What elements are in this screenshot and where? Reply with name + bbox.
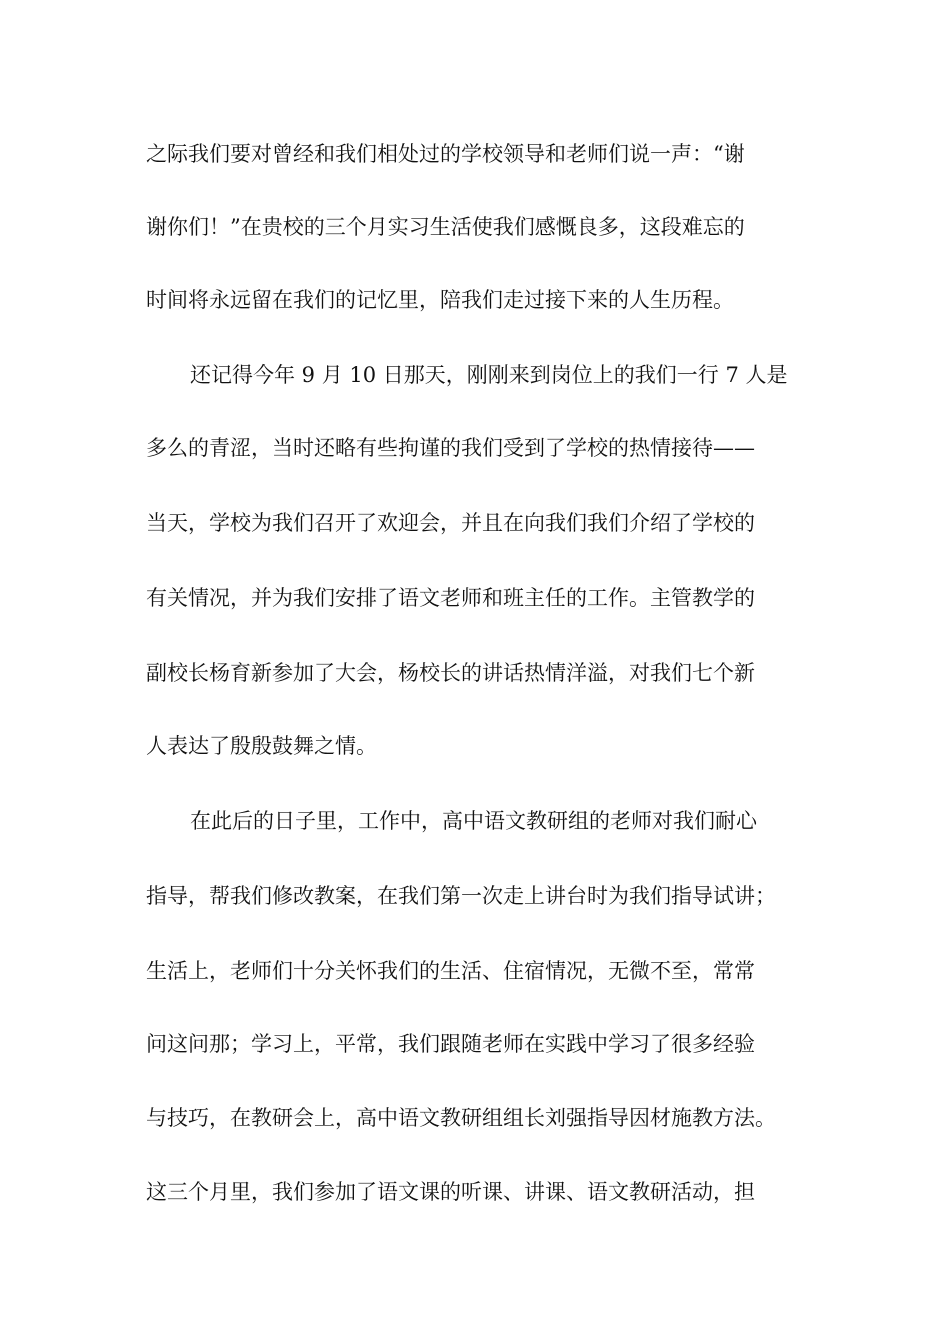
text-line-9: 人表达了殷殷鼓舞之情。	[146, 734, 377, 758]
text-line-8: 副校长杨育新参加了大会，杨校长的讲话热情洋溢，对我们七个新	[146, 661, 755, 685]
text-line-13: 问这问那；学习上，平常，我们跟随老师在实践中学习了很多经验	[146, 1032, 755, 1056]
text-line-14: 与技巧，在教研会上，高中语文教研组组长刘强指导因材施教方法。	[146, 1106, 776, 1130]
text-line-15: 这三个月里，我们参加了语文课的听课、讲课、语文教研活动，担	[146, 1180, 755, 1204]
text-line-5: 多么的青涩，当时还略有些拘谨的我们受到了学校的热情接待——	[146, 436, 755, 460]
text-line-3: 时间将永远留在我们的记忆里，陪我们走过接下来的人生历程。	[146, 288, 734, 312]
text-line-7: 有关情况，并为我们安排了语文老师和班主任的工作。主管教学的	[146, 586, 755, 610]
text-line-12: 生活上，老师们十分关怀我们的生活、住宿情况，无微不至，常常	[146, 959, 755, 983]
paragraph-start-1: 还记得今年 9 月 10 日那天，刚刚来到岗位上的我们一行 7 人是	[190, 363, 788, 387]
text-line-11: 指导，帮我们修改教案，在我们第一次走上讲台时为我们指导试讲；	[146, 884, 776, 908]
paragraph-start-2: 在此后的日子里，工作中，高中语文教研组的老师对我们耐心	[190, 809, 757, 833]
text-line-2: 谢你们！”在贵校的三个月实习生活使我们感慨良多，这段难忘的	[146, 215, 745, 239]
text-line-6: 当天，学校为我们召开了欢迎会，并且在向我们我们介绍了学校的	[146, 511, 755, 535]
text-line-1: 之际我们要对曾经和我们相处过的学校领导和老师们说一声：“谢	[146, 142, 745, 166]
